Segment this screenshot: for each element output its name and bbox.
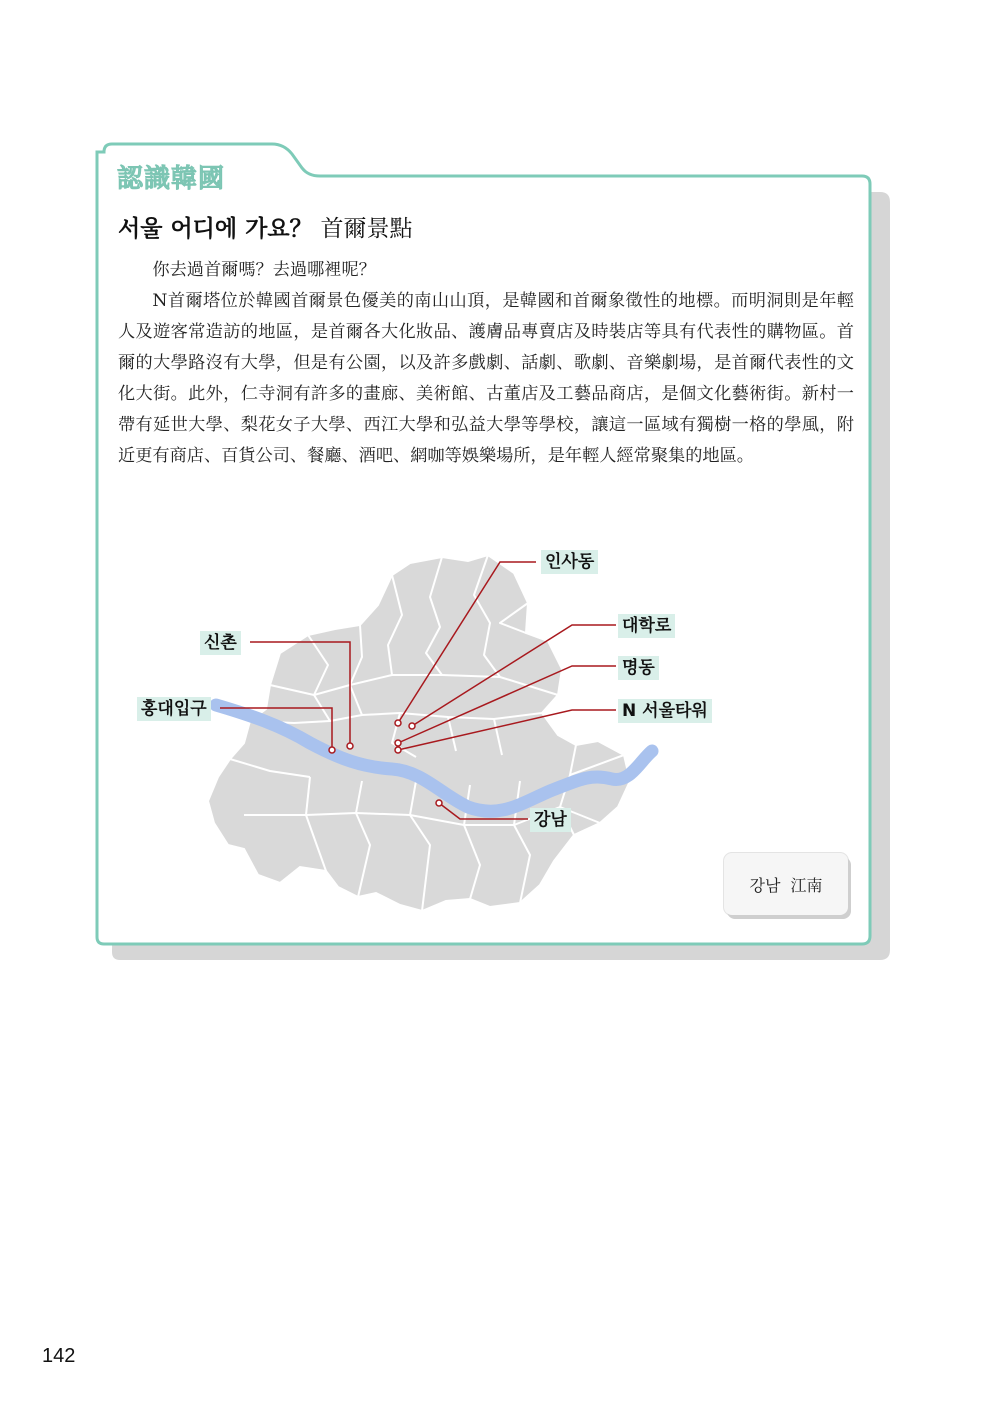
heading-korean: 서울 어디에 가요？ [118,216,313,242]
section-tab-title: 認識韓國 [117,164,226,194]
page-heading [118,210,413,243]
heading-chinese: 首爾景點 [320,216,413,242]
body-paragraph: 你去過首爾嗎？去過哪裡呢？ [152,260,376,280]
label-n-seoul-tower: N 서울타워 [618,699,712,723]
vocab-korean: 강남 [749,875,781,895]
label-insadong: 인사동 [541,550,598,574]
label-gangnam: 강남 [530,808,571,832]
body-text [118,255,854,472]
vocab-chinese: 江南 [790,875,823,895]
label-daehakro: 대학로 [618,614,675,638]
page-number: 142 [42,1345,76,1367]
vocab-note [724,853,848,915]
body-paragraph: N首爾塔位於韓國首爾景色優美的南山山頂，是韓國和首爾象徵性的地標。而明洞則是年輕人及遊客常造訪的地區，是首爾各大化妝品、護膚品專賣店及時裝店等具有代表性的購物區。首爾的大學路沒有大學，但是有公園，以及許多戲劇、話劇、歌劇、音樂劇場，是首爾代表性的文化大街。此外，仁寺洞有許多的畫廊、美術館、古董店及工藝品商店，是個文化藝術街。新村一帶有延世大學、梨花女子大學、西江大學和弘益大學等學校，讓這一區域有獨樹一格的學風，附近更有商店、百貨公司、餐廳、酒吧、網咖等娛樂場所，是年輕人經常聚集的地區。 [118,291,854,466]
label-myeongdong: 명동 [618,656,659,680]
seoul-map [130,545,730,925]
label-hongdae: 홍대입구 [137,697,211,721]
label-sinchon: 신촌 [200,631,241,655]
